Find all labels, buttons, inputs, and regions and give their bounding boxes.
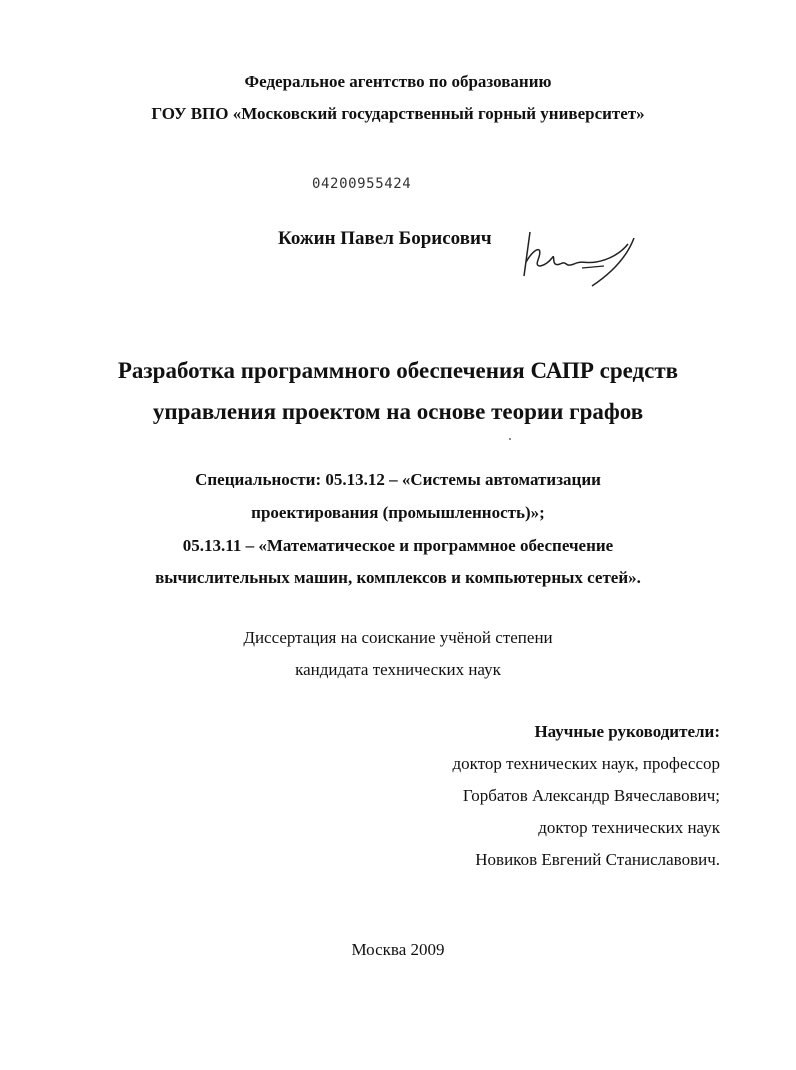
dissertation-title-line-1: Разработка программного обеспечения САПР средств [117, 358, 679, 383]
author-name: Кожин Павел Борисович [278, 228, 492, 249]
supervisor-line: Новиков Евгений Станиславович. [475, 850, 720, 869]
city-year: Москва 2009 [351, 940, 445, 959]
specialty-line-3: 05.13.11 – «Математическое и программное обеспечение [182, 536, 614, 555]
degree-line-2: кандидата технических наук [295, 660, 501, 679]
specialty-line-2: проектирования (промышленность)»; [251, 503, 545, 522]
specialty-line-1: Специальности: 05.13.12 – «Системы автоматизации [195, 470, 601, 489]
degree-line-1: Диссертация на соискание учёной степени [243, 628, 553, 647]
supervisor-line: доктор технических наук, профессор [452, 754, 720, 773]
supervisor-line: доктор технических наук [538, 818, 720, 837]
agency-heading: Федеральное агентство по образованию [244, 72, 552, 91]
scan-speck [509, 438, 511, 440]
dissertation-title-line-2: управления проектом на основе теории графов [152, 399, 644, 424]
registration-number: 04200955424 [312, 176, 412, 192]
supervisor-line: Горбатов Александр Вячеславович; [462, 786, 720, 805]
university-heading: ГОУ ВПО «Московский государственный горный университет» [151, 104, 645, 123]
signature-image [516, 218, 646, 290]
specialty-line-4: вычислительных машин, комплексов и компьютерных сетей». [155, 568, 641, 587]
supervisors-heading: Научные руководители: [534, 722, 720, 741]
